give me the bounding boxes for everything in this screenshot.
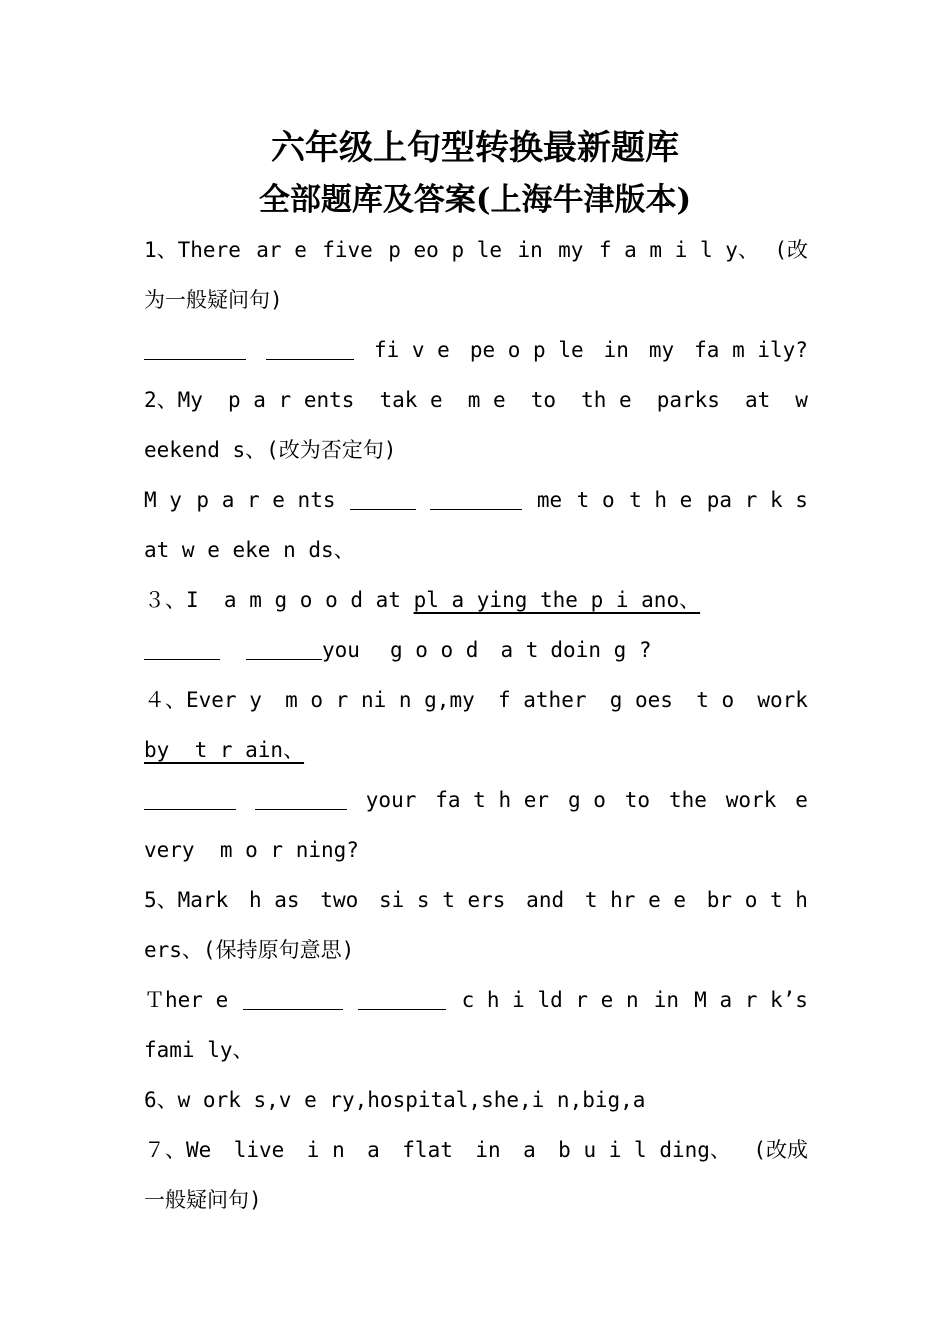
question-1-line-1: 1、There ar e five p eo p le in my f a m i l y、 (改 bbox=[144, 238, 808, 262]
question-3-line-1: ３、I a m g o o d at pl a ying the p i ano、 bbox=[144, 575, 808, 625]
question-3-answer-line: you g o o d a t doin g ? bbox=[144, 625, 808, 675]
question-7-line-1: ７、We live i n a flat in a b u i l ding、 (改成 bbox=[144, 1138, 808, 1162]
question-5-line-4: fami ly、 bbox=[144, 1038, 254, 1062]
answer-blank[interactable] bbox=[350, 488, 416, 510]
answer-blank[interactable] bbox=[243, 988, 343, 1010]
question-2-line-2: eekend s、(改为否定句) bbox=[144, 438, 397, 462]
underlined-phrase: pl a ying the p i ano、 bbox=[413, 588, 701, 612]
answer-blank[interactable] bbox=[255, 788, 347, 810]
question-1-line-2: 为一般疑问句) bbox=[144, 288, 283, 312]
question-5-line-1: 5、Mark h as two si s t ers and t hr e e br o t h bbox=[144, 888, 808, 912]
answer-blank[interactable] bbox=[246, 638, 322, 660]
answer-blank[interactable] bbox=[144, 338, 246, 360]
question-2-line-4: at w e eke n ds、 bbox=[144, 538, 355, 562]
answer-blank[interactable] bbox=[144, 788, 236, 810]
question-5-line-2: ers、(保持原句意思) bbox=[144, 938, 355, 962]
question-4-line-1: ４、Ever y m o r ni n g,my f ather g oes t o work bbox=[144, 688, 808, 712]
question-2-line-1: 2、My p a r ents tak e m e to th e parks at w bbox=[144, 388, 808, 412]
answer-blank[interactable] bbox=[358, 988, 446, 1010]
question-4-line-4: very m o r ning? bbox=[144, 838, 359, 862]
question-2-answer-line: M y p a r e nts me t o t h e pa r k s bbox=[144, 488, 808, 512]
question-4-answer-line: your fa t h er g o to the work e bbox=[144, 775, 808, 825]
question-4-line-2 bbox=[144, 725, 808, 775]
question-6-line-1: 6、w ork s,v e ry,hospital,she,i n,big,a bbox=[144, 1088, 646, 1112]
underlined-phrase: by t r ain、 bbox=[144, 738, 305, 762]
answer-blank[interactable] bbox=[430, 488, 522, 510]
question-1-answer-line: fi v e pe o p le in my fa m ily? bbox=[144, 325, 808, 375]
answer-blank[interactable] bbox=[144, 638, 220, 660]
title-line-2: 全部题库及答案(上海牛津版本) bbox=[258, 182, 692, 218]
question-7-line-2: 一般疑问句) bbox=[144, 1188, 262, 1212]
title-line-1: 六年级上句型转换最新题库 bbox=[271, 128, 679, 168]
question-5-answer-line: Ｔher e c h i ld r e n in M a r k’s bbox=[144, 988, 808, 1012]
answer-blank[interactable] bbox=[266, 338, 354, 360]
